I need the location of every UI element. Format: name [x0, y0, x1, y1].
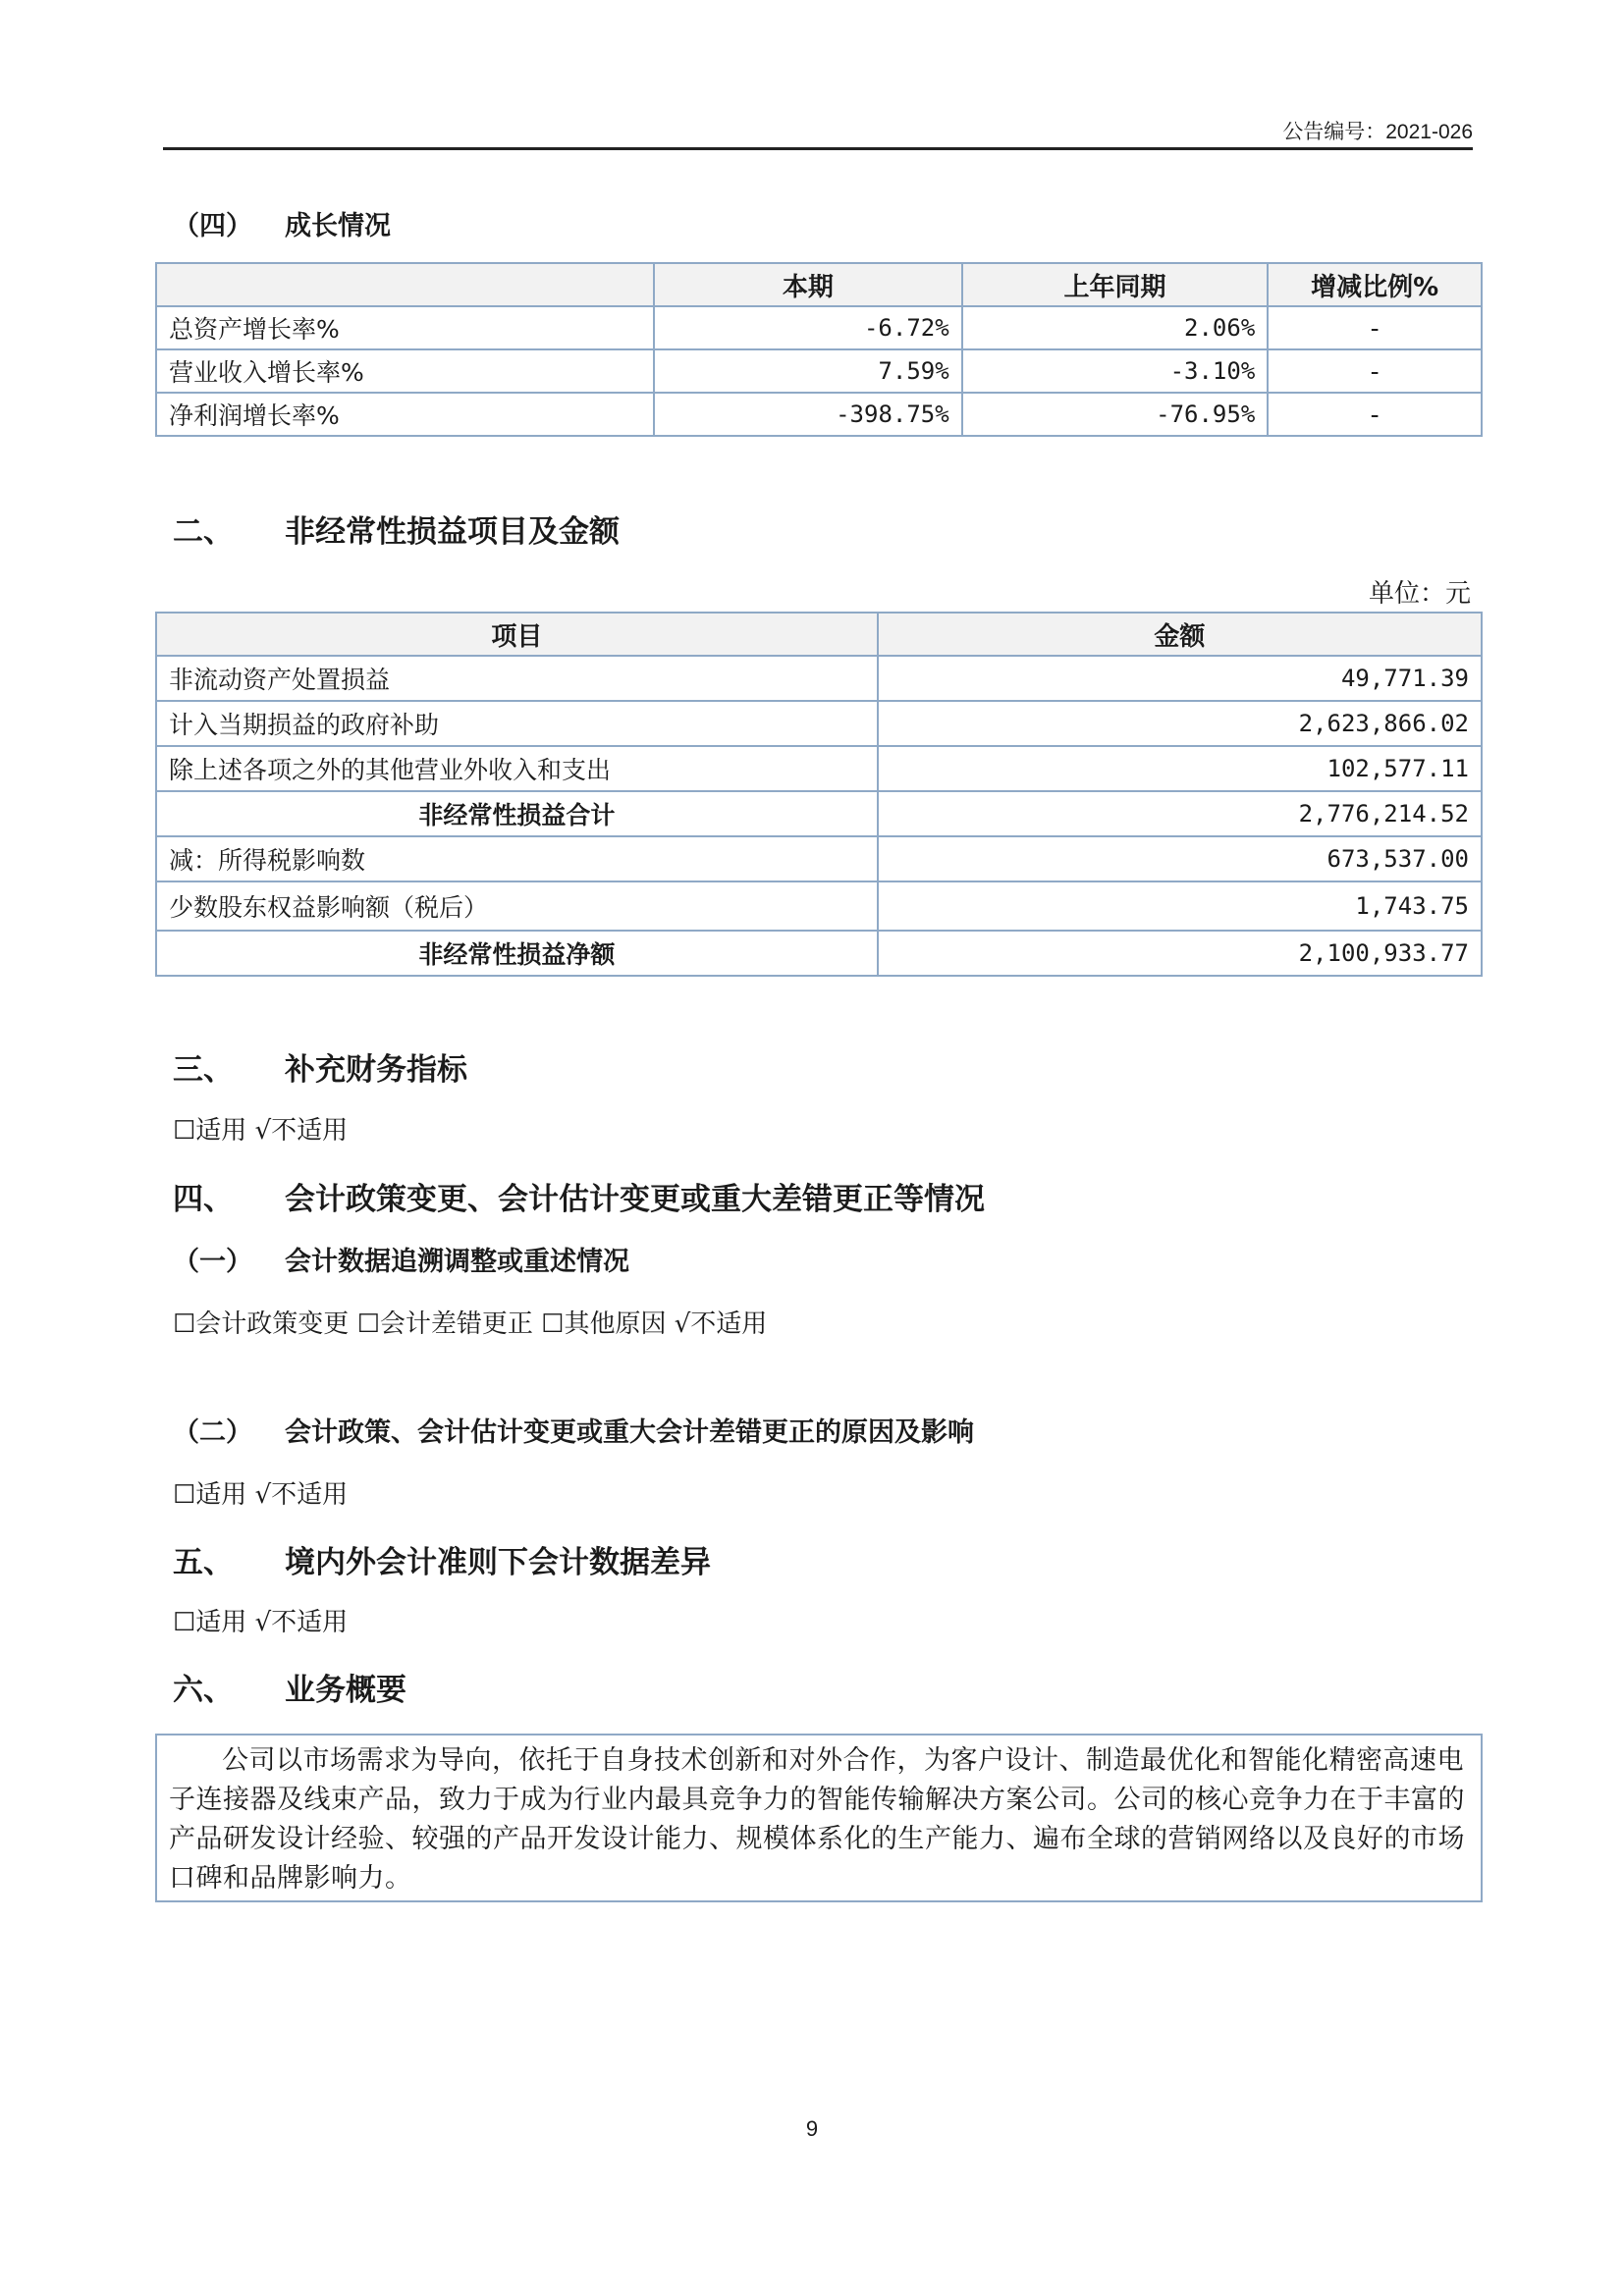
table-header-cell: 金额	[878, 613, 1482, 656]
item-label: 非流动资产处置损益	[156, 656, 878, 701]
item-label: 非经常性损益净额	[156, 931, 878, 976]
section-4-num: 四、	[173, 1182, 234, 1217]
item-label: 除上述各项之外的其他营业外收入和支出	[156, 746, 878, 791]
section-3-title: 补充财务指标	[285, 1052, 467, 1088]
section-4-sub2-num: （二）	[173, 1417, 252, 1448]
current-period-value: -6.72%	[654, 306, 962, 349]
amount-value: 673,537.00	[878, 836, 1482, 881]
amount-value: 49,771.39	[878, 656, 1482, 701]
item-label: 非经常性损益合计	[156, 791, 878, 836]
page-number: 9	[805, 2116, 819, 2141]
amount-value: 1,743.75	[878, 881, 1482, 931]
table-row-subtotal	[156, 791, 1482, 836]
current-period-value: 7.59%	[654, 349, 962, 393]
section-6-num: 六、	[173, 1673, 234, 1708]
table-row-total	[156, 931, 1482, 976]
amount-value: 102,577.11	[878, 746, 1482, 791]
table-header-cell: 上年同期	[962, 263, 1269, 306]
table-row	[156, 836, 1482, 881]
table-header-cell	[156, 263, 654, 306]
section-2-title: 非经常性损益项目及金额	[285, 514, 620, 550]
section-4-title: 会计政策变更、会计估计变更或重大差错更正等情况	[285, 1182, 985, 1217]
section-5-num: 五、	[173, 1545, 234, 1580]
section-6-title: 业务概要	[285, 1673, 406, 1708]
section-5-title: 境内外会计准则下会计数据差异	[285, 1545, 711, 1580]
table-row	[156, 349, 1482, 393]
section-3-num: 三、	[173, 1052, 234, 1088]
amount-value: 2,100,933.77	[878, 931, 1482, 976]
row-label: 净利润增长率%	[156, 393, 654, 436]
header-divider	[163, 147, 1473, 150]
current-period-value: -398.75%	[654, 393, 962, 436]
table-row	[156, 746, 1482, 791]
table-header-row	[156, 263, 1482, 306]
section-2-num: 二、	[173, 514, 234, 550]
amount-value: 2,623,866.02	[878, 701, 1482, 746]
section-4-sub1-num: （一）	[173, 1247, 252, 1277]
table-row	[156, 393, 1482, 436]
item-label: 计入当期损益的政府补助	[156, 701, 878, 746]
table-row	[156, 656, 1482, 701]
row-label: 营业收入增长率%	[156, 349, 654, 393]
business-overview-text: 公司以市场需求为导向，依托于自身技术创新和对外合作，为客户设计、制造最优化和智能化精密高速电子连接器及线束产品，致力于成为行业内最具竞争力的智能传输解决方案公司。公司的核心竞争力在于丰富的产品研发设计经验、较强的产品开发设计能力、规模体系化的生产能力、遍布全球的营销网络以及良好的市场口碑和品牌影响力。	[169, 1745, 1465, 1894]
section-4-sub2-title: 会计政策、会计估计变更或重大会计差错更正的原因及影响	[285, 1417, 974, 1448]
announcement-code: 公告编号：2021-026	[1282, 121, 1473, 143]
growth-table	[155, 262, 1483, 437]
table-header-cell: 本期	[654, 263, 962, 306]
item-label: 少数股东权益影响额（税后）	[156, 881, 878, 931]
prior-period-value: -76.95%	[962, 393, 1269, 436]
section-5-options: ☐适用 √不适用	[173, 1608, 349, 1637]
item-label: 减：所得税影响数	[156, 836, 878, 881]
table-row	[156, 306, 1482, 349]
growth-heading-num: （四）	[173, 211, 252, 241]
prior-period-value: -3.10%	[962, 349, 1269, 393]
amount-value: 2,776,214.52	[878, 791, 1482, 836]
table-row	[156, 701, 1482, 746]
section-4-sub1-title: 会计数据追溯调整或重述情况	[285, 1247, 629, 1277]
section-4-sub1-options: ☐会计政策变更 ☐会计差错更正 ☐其他原因 √不适用	[173, 1309, 768, 1339]
table-header-cell: 增减比例%	[1268, 263, 1482, 306]
growth-heading-title: 成长情况	[285, 211, 391, 241]
unit-label: 单位：元	[1368, 579, 1471, 609]
table-row	[156, 881, 1482, 931]
change-ratio-value: -	[1268, 393, 1482, 436]
change-ratio-value: -	[1268, 349, 1482, 393]
table-header-row	[156, 613, 1482, 656]
section-4-sub2-options: ☐适用 √不适用	[173, 1480, 349, 1510]
table-header-cell: 项目	[156, 613, 878, 656]
prior-period-value: 2.06%	[962, 306, 1269, 349]
non-recurring-table	[155, 612, 1483, 977]
row-label: 总资产增长率%	[156, 306, 654, 349]
business-overview-box	[155, 1734, 1483, 1902]
section-3-options: ☐适用 √不适用	[173, 1116, 349, 1146]
change-ratio-value: -	[1268, 306, 1482, 349]
